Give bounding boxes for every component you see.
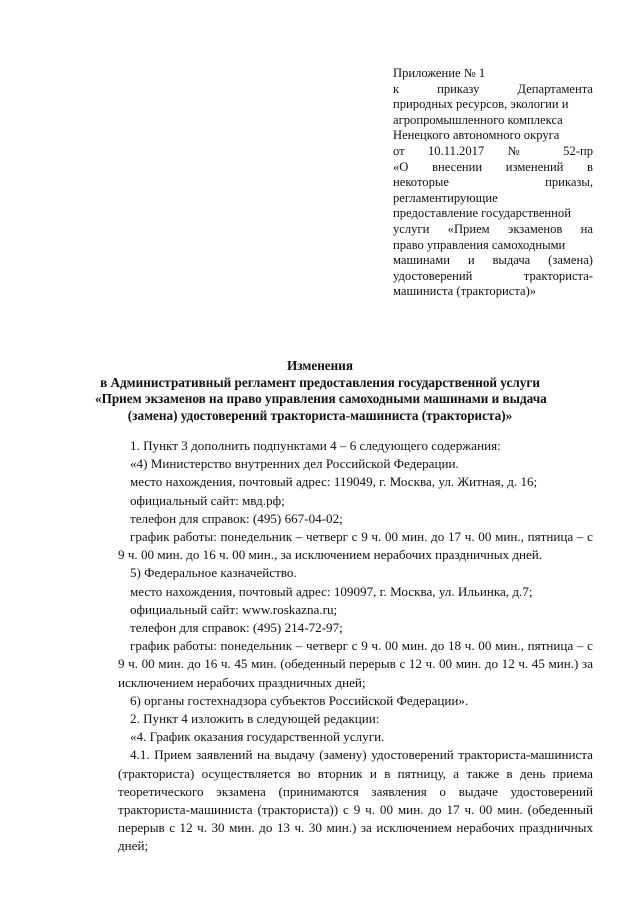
paragraph: «4. График оказания государственной услуги. bbox=[130, 729, 385, 745]
appendix-line: к приказу Департамента bbox=[393, 81, 593, 96]
appendix-line: «О внесении изменений в bbox=[393, 159, 593, 174]
appendix-line: регламентирующие bbox=[393, 190, 498, 205]
document-title bbox=[95, 358, 545, 424]
paragraph: 5) Федеральное казначейство. bbox=[130, 565, 297, 581]
appendix-line: агропромышленного комплекса bbox=[393, 112, 563, 127]
appendix-line: от 10.11.2017 № 52-пр bbox=[393, 143, 593, 158]
paragraph: 2. Пункт 4 изложить в следующей редакции: bbox=[130, 711, 380, 727]
title-line: Изменения bbox=[287, 358, 353, 373]
paragraph: 6) органы гостехнадзора субъектов Российской Федерации». bbox=[130, 692, 469, 708]
paragraph: график работы: понедельник – четверг с 9 ч. 00 мин. до 17 ч. 00 мин., пятница – с 9 ч. 00 мин. до 16 ч. 00 мин., за исключением нерабочих праздничных дней. bbox=[118, 529, 593, 563]
appendix-line: право управления самоходными bbox=[393, 237, 566, 252]
appendix-line: машинами и выдача (замена) bbox=[393, 253, 593, 268]
title-line: (замена) удостоверений тракториста-машиниста (тракториста)» bbox=[127, 407, 513, 423]
appendix-line: предоставление государственной bbox=[393, 206, 571, 221]
paragraph: 1. Пункт 3 дополнить подпунктами 4 – 6 следующего содержания: bbox=[130, 438, 501, 453]
paragraph: место нахождения, почтовый адрес: 119049, г. Москва, ул. Житная, д. 16; bbox=[130, 474, 538, 490]
paragraph: официальный сайт: www.roskazna.ru; bbox=[130, 601, 338, 617]
appendix-block bbox=[393, 66, 593, 300]
document-body bbox=[118, 437, 593, 856]
appendix-line: машиниста (тракториста)» bbox=[393, 284, 537, 299]
appendix-line: Ненецкого автономного округа bbox=[393, 128, 560, 143]
paragraph: «4) Министерство внутренних дел Российской Федерации. bbox=[130, 456, 459, 472]
paragraph: график работы: понедельник – четверг с 9 ч. 00 мин. до 18 ч. 00 мин., пятница – с 9 ч. 00 мин. до 16 ч. 45 мин. (обеденный перерыв с 12 ч. 00 мин. до 12 ч. 45 мин.) за исключением нерабочих праздничных дней; bbox=[118, 638, 593, 690]
appendix-line: Приложение № 1 bbox=[393, 66, 486, 80]
appendix-line: природных ресурсов, экологии и bbox=[393, 97, 569, 112]
appendix-line: услуги «Прием экзаменов на bbox=[393, 221, 593, 236]
appendix-line: удостоверений тракториста- bbox=[393, 268, 593, 283]
appendix-line: некоторые приказы, bbox=[393, 175, 593, 190]
paragraph: телефон для справок: (495) 667-04-02; bbox=[130, 510, 343, 526]
paragraph: официальный сайт: мвд.рф; bbox=[130, 492, 285, 508]
paragraph: телефон для справок: (495) 214-72-97; bbox=[130, 620, 343, 636]
paragraph: 4.1. Прием заявлений на выдачу (замену) удостоверений тракториста-машиниста (тракториста) осуществляется во вторник и в пятницу, а также в день приема теоретического экзамена (принимаются заявления о выдаче удостоверений тракториста-машиниста (тракториста)) с 9 ч. 00 мин. до 17 ч. 00 мин. (обеденный перерыв с 12 ч. 30 мин. до 13 ч. 30 мин.) за исключением нерабочих праздничных дней; bbox=[118, 747, 593, 854]
title-line: в Административный регламент предоставления государственной услуги bbox=[100, 374, 540, 390]
title-line: «Прием экзаменов на право управления самоходными машинами и выдача bbox=[95, 391, 547, 407]
paragraph: место нахождения, почтовый адрес: 109097, г. Москва, ул. Ильинка, д.7; bbox=[130, 583, 533, 599]
